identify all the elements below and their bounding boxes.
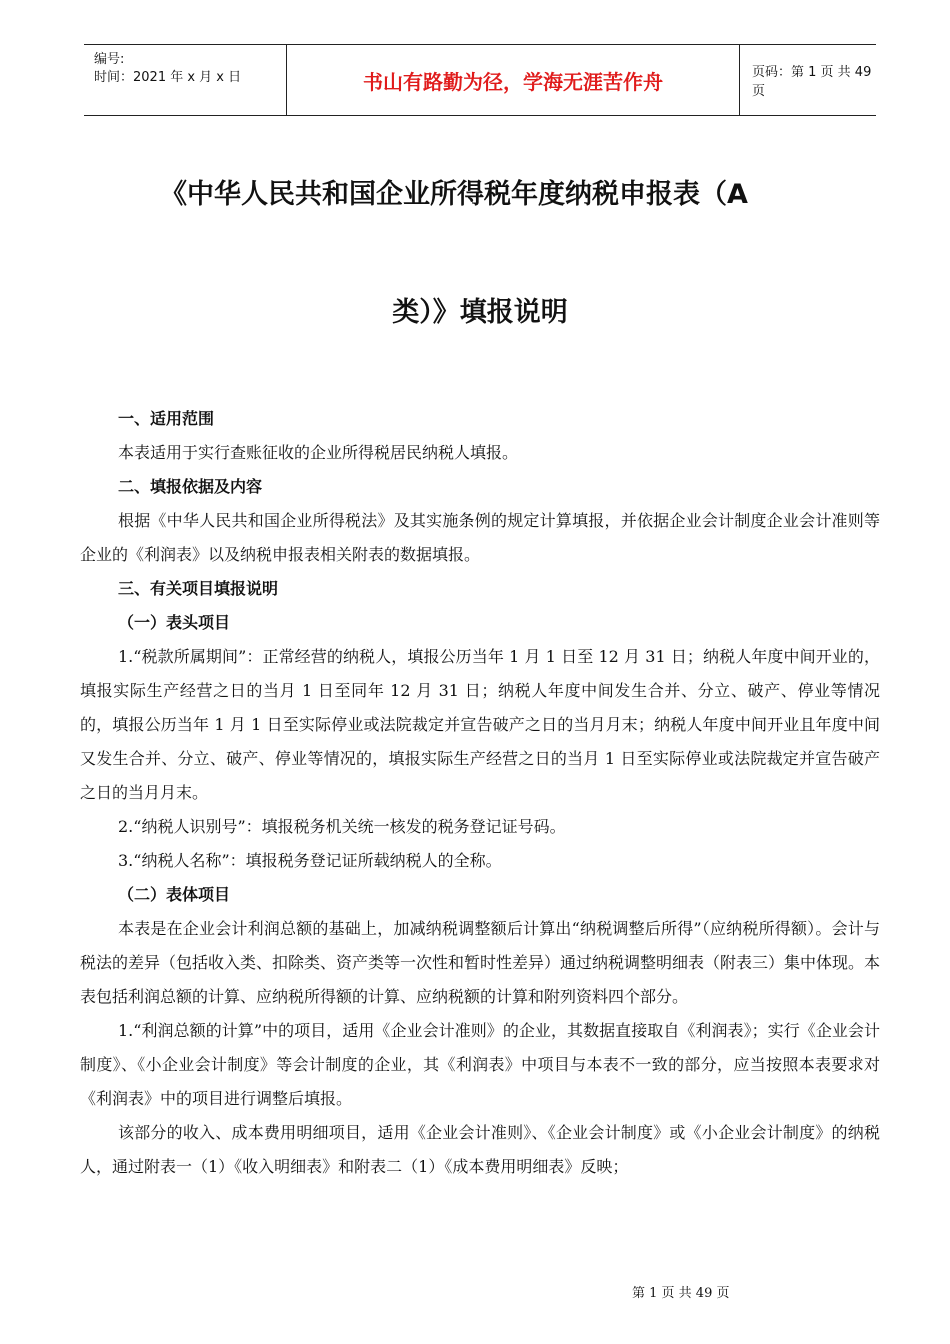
header-meta [84,45,286,115]
page-header [84,44,876,116]
paragraph: 1.“税款所属期间”：正常经营的纳税人，填报公历当年 1 月 1 日至 12 月 31 日；纳税人年度中间开业的，填报实际生产经营之日的当月 1 日至同年 12 月 31 日；纳税人年度中间发生合并、分立、破产、停业等情况的，填报公历当年 1 月 1 日至实际停业或法院裁定并宣告破产之日的当月月末；纳税人年度中间开业且年度中间又发生合并、分立、破产、停业等情况的，填报实际生产经营之日的当月 1 日至实际停业或法院裁定并宣告破产之日的当月月末。 [80,647,880,802]
section-heading: （二）表体项目 [118,885,231,904]
paragraph: 1.“利润总额的计算”中的项目，适用《企业会计准则》的企业，其数据直接取自《利润表》；实行《企业会计制度》、《小企业会计制度》等会计制度的企业，其《利润表》中项目与本表不一致的部分，应当按照本表要求对《利润表》中的项目进行调整后填报。 [80,1021,880,1108]
footer-page-number: 第 1 页 共 49 页 [632,1286,730,1301]
time-label: 时间：2021 年 x 月 x 日 [94,70,242,85]
paragraph: 3.“纳税人名称”：填报税务登记证所载纳税人的全称。 [118,851,502,870]
header-page-info: 页码：第 1 页 共 49 页 [752,65,872,99]
header-motto: 书山有路勤为径，学海无涯苦作舟 [363,69,663,94]
paragraph: 该部分的收入、成本费用明细项目，适用《企业会计准则》、《企业会计制度》或《小企业会计制度》的纳税人，通过附表一（1）《收入明细表》和附表二（1）《成本费用明细表》反映； [80,1123,880,1176]
paragraph: 根据《中华人民共和国企业所得税法》及其实施条例的规定计算填报，并依据企业会计制度企业会计准则等企业的《利润表》以及纳税申报表相关附表的数据填报。 [80,511,880,564]
paragraph: 本表适用于实行查账征收的企业所得税居民纳税人填报。 [118,443,519,462]
number-label: 编号: [94,52,125,67]
section-heading: 二、填报依据及内容 [118,477,263,496]
section-heading: 三、有关项目填报说明 [118,579,279,598]
paragraph: 2.“纳税人识别号”：填报税务机关统一核发的税务登记证号码。 [118,817,566,836]
document-title-line2: 类）》填报说明 [392,297,568,328]
document-body [80,402,880,1184]
paragraph: 本表是在企业会计利润总额的基础上，加减纳税调整额后计算出“纳税调整后所得”（应纳税所得额）。会计与税法的差异（包括收入类、扣除类、资产类等一次性和暂时性差异）通过纳税调整明细表（附表三）集中体现。本表包括利润总额的计算、应纳税所得额的计算、应纳税额的计算和附列资料四个部分。 [80,919,881,1006]
document-title-line1: 《中华人民共和国企业所得税年度纳税申报表（A [160,179,748,210]
section-heading: （一）表头项目 [118,613,231,632]
section-heading: 一、适用范围 [118,409,215,428]
